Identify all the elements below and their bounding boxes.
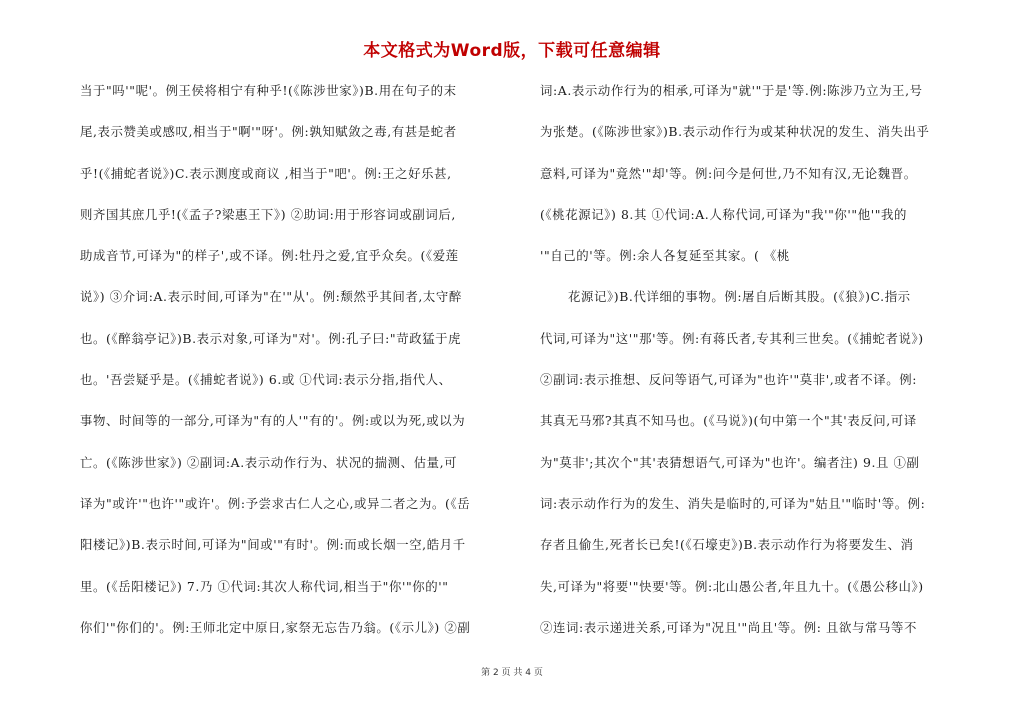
- text-line: 事物、时间等的一部分,可译为"有的人'"有的'。例:或以为死,或以为: [80, 413, 466, 429]
- text-line: 亡。(《陈涉世家》) ②副词:A.表示动作行为、状况的揣测、估量,可: [80, 454, 458, 470]
- text-line: 为张楚。(《陈涉世家》)B.表示动作行为或某种状况的发生、消失出乎: [540, 124, 930, 140]
- text-line: 花源记》)B.代详细的事物。例:屠自后断其股。(《狼》)C.指示: [568, 289, 911, 305]
- page-number-footer: 第 2 页 共 4 页: [481, 668, 543, 678]
- text-line: '"自己的'等。例:余人各复延至其家。( 《桃: [540, 248, 790, 264]
- text-line: 当于"吗'"呢'。例王侯将相宁有种乎!(《陈涉世家》)B.用在句子的末: [80, 83, 457, 98]
- document-header-title: 本文格式为Word版，下载可任意编辑: [363, 41, 661, 61]
- text-line: 也。(《醉翁亭记》)B.表示对象,可译为"对'。例:孔子曰:"苛政猛于虎: [80, 330, 462, 346]
- text-line: 则齐国其庶几乎!(《孟子?梁惠王下》) ②助词:用于形容词或副词后,: [80, 206, 456, 222]
- text-line: (《桃花源记》) 8.其 ①代词:A.人称代词,可译为"我'"你'"他'"我的: [540, 206, 907, 222]
- text-line: 意料,可译为"竟然'"却'等。例:问今是何世,乃不知有汉,无论魏晋。: [540, 165, 917, 181]
- text-line: 你们'"你们的'。例:王师北定中原日,家祭无忘告乃翁。(《示儿》) ②副: [80, 619, 471, 635]
- text-line: 其真无马邪?其真不知马也。(《马说》)(句中第一个"其'表反问,可译: [540, 413, 917, 429]
- text-line: 尾,表示赞美或感叹,相当于"啊'"呀'。例:孰知赋敛之毒,有甚是蛇者: [80, 124, 457, 140]
- text-line: 译为"或许'"也许'"或许'。例:予尝求古仁人之心,或异二者之为。(《岳: [80, 495, 471, 511]
- right-text-column: [540, 78, 970, 656]
- text-line: 乎!(《捕蛇者说》)C.表示测度或商议 ,相当于"吧'。例:王之好乐甚,: [80, 165, 452, 181]
- text-line: 失,可译为"将要'"快要'等。例:北山愚公者,年且九十。(《愚公移山》): [540, 578, 924, 594]
- text-line: ②副词:表示推想、反问等语气,可译为"也许'"莫非',或者不译。例:: [540, 372, 917, 388]
- text-line: 助成音节,可译为"的样子',或不译。例:牡丹之爱,宜乎众矣。(《爱莲: [80, 248, 459, 264]
- left-text-column: [80, 78, 510, 656]
- text-line: 代词,可译为"这'"那'等。例:有蒋氏者,专其利三世矣。(《捕蛇者说》): [540, 330, 924, 346]
- text-line: 存者且偷生,死者长已矣!(《石壕吏》)B.表示动作行为将要发生、消: [540, 537, 914, 553]
- text-line: 说》) ③介词:A.表示时间,可译为"在'"从'。例:颓然乎其间者,太守醉: [80, 289, 462, 305]
- text-line: ②连词:表示递进关系,可译为"况且'"尚且'等。例: 且欲与常马等不: [540, 619, 917, 635]
- text-line: 词:A.表示动作行为的相承,可译为"就'"于是'等.例:陈涉乃立为王,号: [540, 83, 923, 98]
- text-line: 为"莫非';其次个"其'表猜想语气,可译为"也许'。编者注) 9.且 ①副: [540, 454, 920, 470]
- text-line: 也。'吾尝疑乎是。(《捕蛇者说》) 6.或 ①代词:表示分指,指代人、: [80, 372, 452, 388]
- text-line: 阳楼记》)B.表示时间,可译为"间或'"有时'。例:而或长烟一空,皓月千: [80, 537, 466, 553]
- text-line: 里。(《岳阳楼记》) 7.乃 ①代词:其次人称代词,相当于"你'"你的'": [80, 578, 449, 594]
- text-line: 词:表示动作行为的发生、消失是临时的,可译为"姑且'"临时'等。例:: [540, 495, 926, 511]
